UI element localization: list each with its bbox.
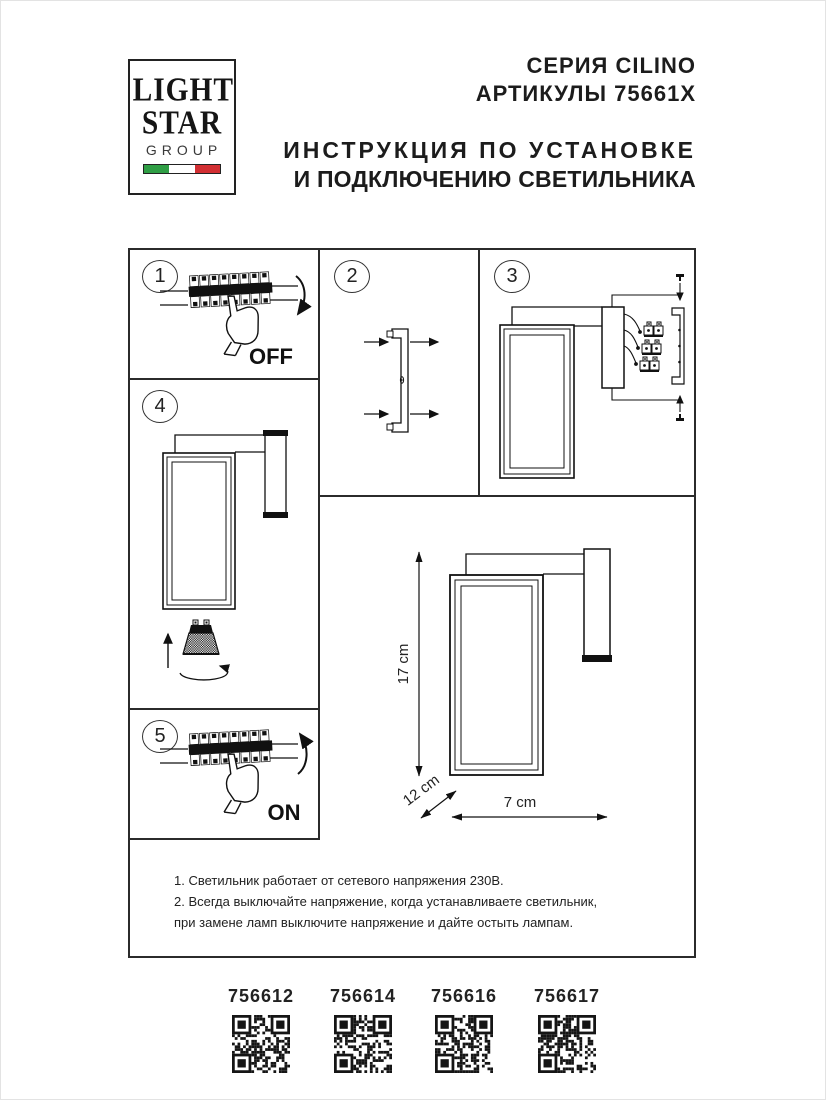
italian-flag-icon: [143, 164, 221, 174]
height-dimension-label: 17 cm: [395, 643, 412, 685]
step-5-number: 5: [142, 720, 178, 753]
qr-code-icon: [538, 1015, 596, 1073]
qr-item: [531, 986, 603, 1078]
flag-red-stripe: [195, 165, 220, 173]
step-5-power-on-diagram: [158, 722, 316, 836]
gu10-bulb-icon: [183, 620, 219, 654]
divider: [130, 708, 320, 710]
wall-bracket-icon: [672, 308, 684, 384]
article-number: 756617: [533, 986, 601, 1006]
lightstar-logo: [128, 59, 236, 195]
lamp-arm: [512, 307, 602, 325]
instruction-diagram-frame: [128, 248, 696, 958]
article-number: 756612: [227, 986, 295, 1006]
lamp-arm: [466, 554, 584, 575]
lamp-arm: [175, 435, 265, 453]
wall-plate: [265, 434, 286, 516]
safety-notes: [174, 870, 597, 933]
note-line: 1. Светильник работает от сетевого напряжения 230В.: [174, 873, 504, 888]
terminal-block-icon: [644, 322, 663, 337]
articles-title: АРТИКУЛЫ 75661X: [475, 81, 696, 106]
step-1-number: 1: [142, 260, 178, 293]
width-dimension-label: 7 cm: [503, 794, 537, 811]
terminal-block-icon: [642, 340, 661, 355]
dimensions-diagram: [320, 497, 696, 840]
divider: [478, 250, 480, 497]
rotate-bulb-arrow-icon: [180, 666, 228, 680]
step-1-power-off-diagram: [158, 264, 316, 376]
step-4-number: 4: [142, 390, 178, 423]
logo-word-group: GROUP: [145, 142, 223, 158]
terminal-block-icon: [640, 357, 659, 372]
step-3-wiring-diagram: [482, 250, 696, 495]
wall-plate: [584, 549, 610, 659]
logo-wordmark: [132, 69, 234, 142]
lamp-body: [163, 453, 235, 609]
article-number: 756616: [430, 986, 498, 1006]
screw-icon: [676, 418, 684, 421]
logo-word-star: STAR: [141, 102, 223, 142]
step-4-lamp-bulb-diagram: [130, 382, 320, 708]
qr-item: [428, 986, 500, 1078]
article-number: 756614: [329, 986, 397, 1006]
lamp-body: [500, 325, 574, 478]
wire: [624, 314, 640, 331]
logo-word-light: LIGHT: [132, 69, 234, 109]
note-line: 2. Всегда выключайте напряжение, когда устанавливаете светильник,: [174, 894, 598, 909]
rotate-up-arrow-icon: [298, 734, 307, 774]
step-2-bracket-diagram: [322, 252, 478, 495]
lamp-body: [450, 575, 543, 775]
flag-white-stripe: [169, 165, 194, 173]
off-label: OFF: [249, 344, 293, 369]
document-header: [283, 52, 696, 194]
series-title: СЕРИЯ CILINO: [526, 53, 696, 78]
qr-code-icon: [232, 1015, 290, 1073]
divider: [130, 838, 320, 840]
instruction-title-line1: ИНСТРУКЦИЯ ПО УСТАНОВКЕ: [283, 137, 696, 163]
flag-green-stripe: [144, 165, 169, 173]
divider: [130, 378, 320, 380]
qr-code-icon: [334, 1015, 392, 1073]
depth-dimension-label: 12 cm: [399, 771, 443, 810]
qr-item: [225, 986, 297, 1078]
instruction-title-line2: И ПОДКЛЮЧЕНИЮ СВЕТИЛЬНИКА: [293, 166, 696, 192]
qr-code-icon: [435, 1015, 493, 1073]
wall-plate: [602, 307, 624, 388]
step-3-number: 3: [494, 260, 530, 293]
qr-item: [327, 986, 399, 1078]
wire: [624, 346, 636, 363]
note-line: при замене ламп выключите напряжение и дайте остыть лампам.: [174, 915, 574, 930]
rotate-down-arrow-icon: [296, 276, 305, 314]
wire: [624, 330, 638, 347]
on-label: ON: [267, 800, 301, 825]
step-2-number: 2: [334, 260, 370, 293]
screw-icon: [676, 274, 684, 277]
